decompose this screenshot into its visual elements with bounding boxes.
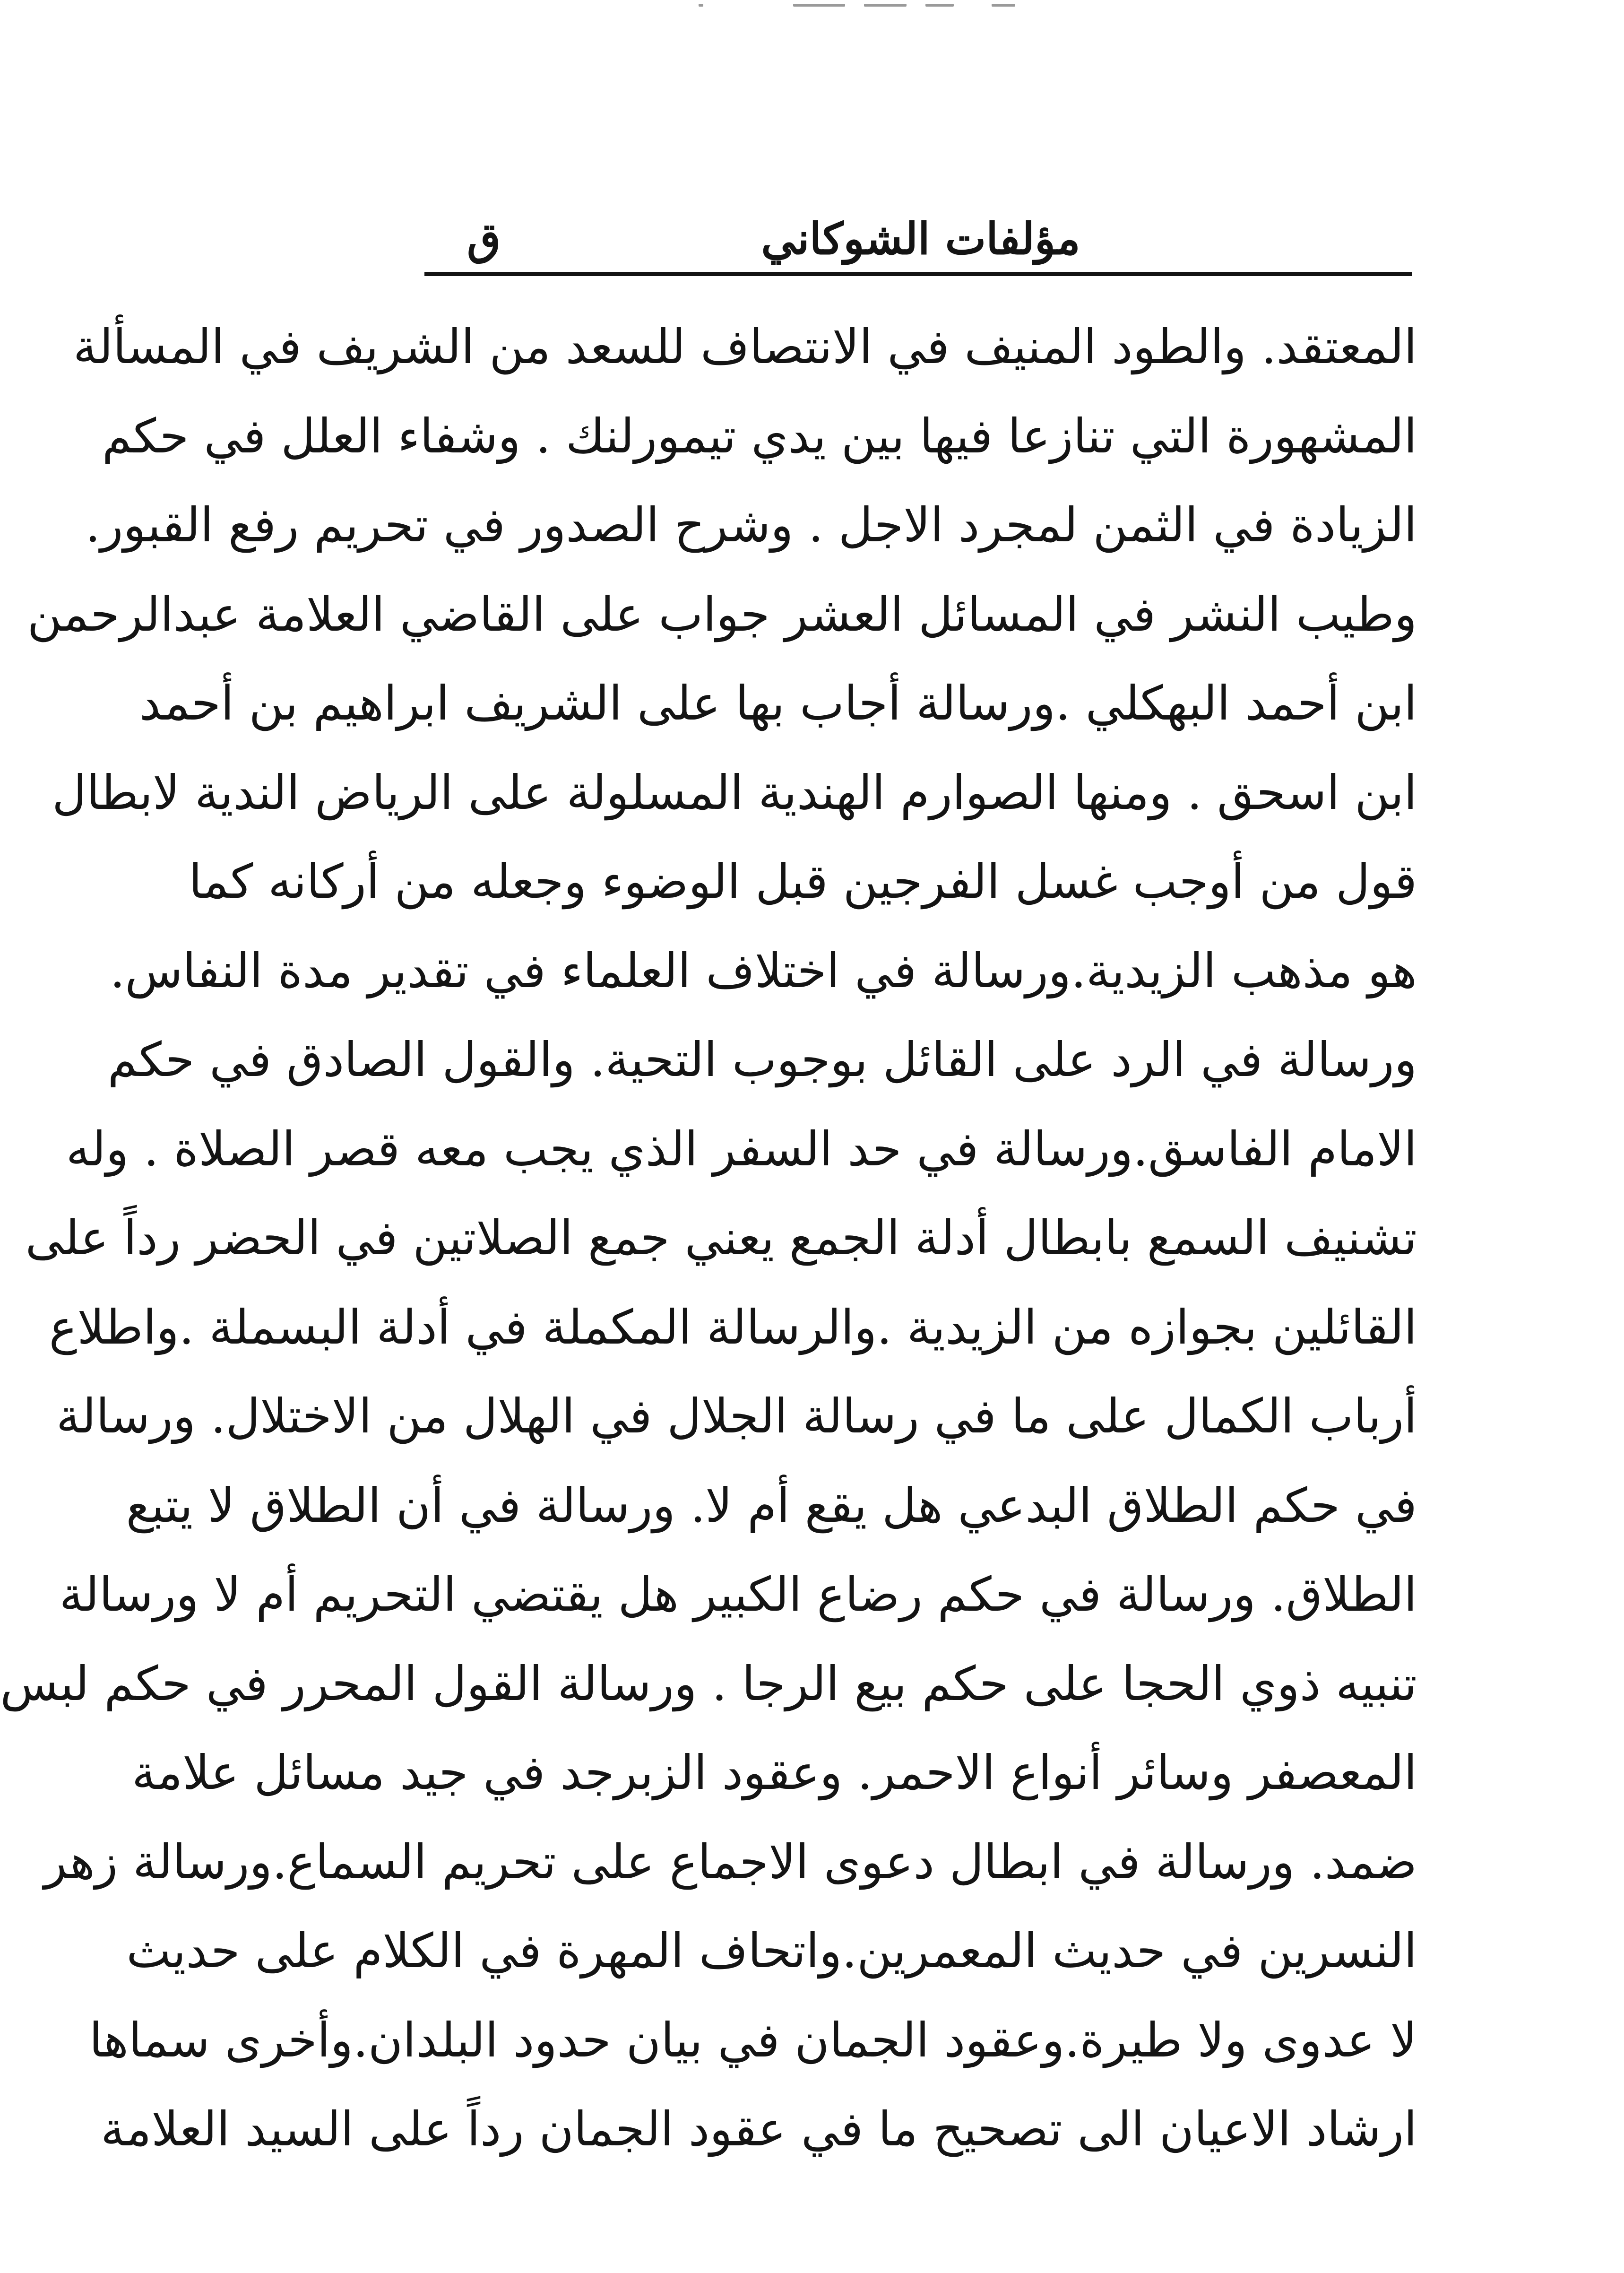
- running-header: [429, 203, 1412, 274]
- text-line: الطلاق. ورسالة في حكم رضاع الكبير هل يقتضي التحريم أم لا ورسالة: [59, 1567, 1417, 1622]
- header-rule: [424, 272, 1412, 276]
- body-text: [0, 303, 1417, 2174]
- text-line: أرباب الكمال على ما في رسالة الجلال في الهلال من الاختلال. ورسالة: [56, 1388, 1417, 1444]
- text-line: وطيب النشر في المسائل العشر جواب على القاضي العلامة عبدالرحمن: [27, 586, 1417, 642]
- text-line: تنبيه ذوي الحجا على حكم بيع الرجا . ورسالة القول المحرر في حكم لبس: [0, 1656, 1417, 1711]
- text-line: تشنيف السمع بابطال أدلة الجمع يعني جمع الصلاتين في الحضر رداً على: [25, 1210, 1417, 1266]
- running-header-title: مؤلفات الشوكاني: [761, 213, 1080, 264]
- text-line: ابن أحمد البهكلي .ورسالة أجاب بها على الشريف ابراهيم بن أحمد: [139, 676, 1417, 731]
- text-line: في حكم الطلاق البدعي هل يقع أم لا. ورسالة في أن الطلاق لا يتبع: [126, 1477, 1417, 1533]
- top-edge-marks: [699, 0, 1058, 14]
- text-line: الزيادة في الثمن لمجرد الاجل . وشرح الصدور في تحريم رفع القبور.: [85, 497, 1417, 553]
- text-line: قول من أوجب غسل الفرجين قبل الوضوء وجعله من أركانه كما: [189, 854, 1417, 909]
- text-line: ضمد. ورسالة في ابطال دعوى الاجماع على تحريم السماع.ورسالة زهر: [43, 1834, 1417, 1890]
- page-letter: ق: [467, 213, 501, 264]
- text-line: المعصفر وسائر أنواع الاحمر. وعقود الزبرجد في جيد مسائل علامة: [132, 1745, 1417, 1800]
- text-line: النسرين في حديث المعمرين.واتحاف المهرة في الكلام على حديث: [126, 1923, 1417, 1978]
- text-line: المعتقد. والطود المنيف في الانتصاف للسعد من الشريف في المسألة: [73, 319, 1417, 374]
- text-line: المشهورة التي تنازعا فيها بين يدي تيمورلنك . وشفاء العلل في حكم: [102, 408, 1417, 464]
- text-line: ابن اسحق . ومنها الصوارم الهندية المسلولة على الرياض الندية لابطال: [52, 764, 1417, 820]
- text-line: هو مذهب الزيدية.ورسالة في اختلاف العلماء في تقدير مدة النفاس.: [110, 943, 1417, 998]
- text-line: الامام الفاسق.ورسالة في حد السفر الذي يجب معه قصر الصلاة . وله: [66, 1121, 1417, 1177]
- text-line: القائلين بجوازه من الزيدية .والرسالة المكملة في أدلة البسملة .واطلاع: [49, 1299, 1417, 1355]
- text-line: ارشاد الاعيان الى تصحيح ما في عقود الجمان رداً على السيد العلامة: [101, 2101, 1417, 2157]
- text-line: لا عدوى ولا طيرة.وعقود الجمان في بيان حدود البلدان.وأخرى سماها: [89, 2012, 1417, 2068]
- text-line: ورسالة في الرد على القائل بوجوب التحية. والقول الصادق في حكم: [107, 1032, 1417, 1087]
